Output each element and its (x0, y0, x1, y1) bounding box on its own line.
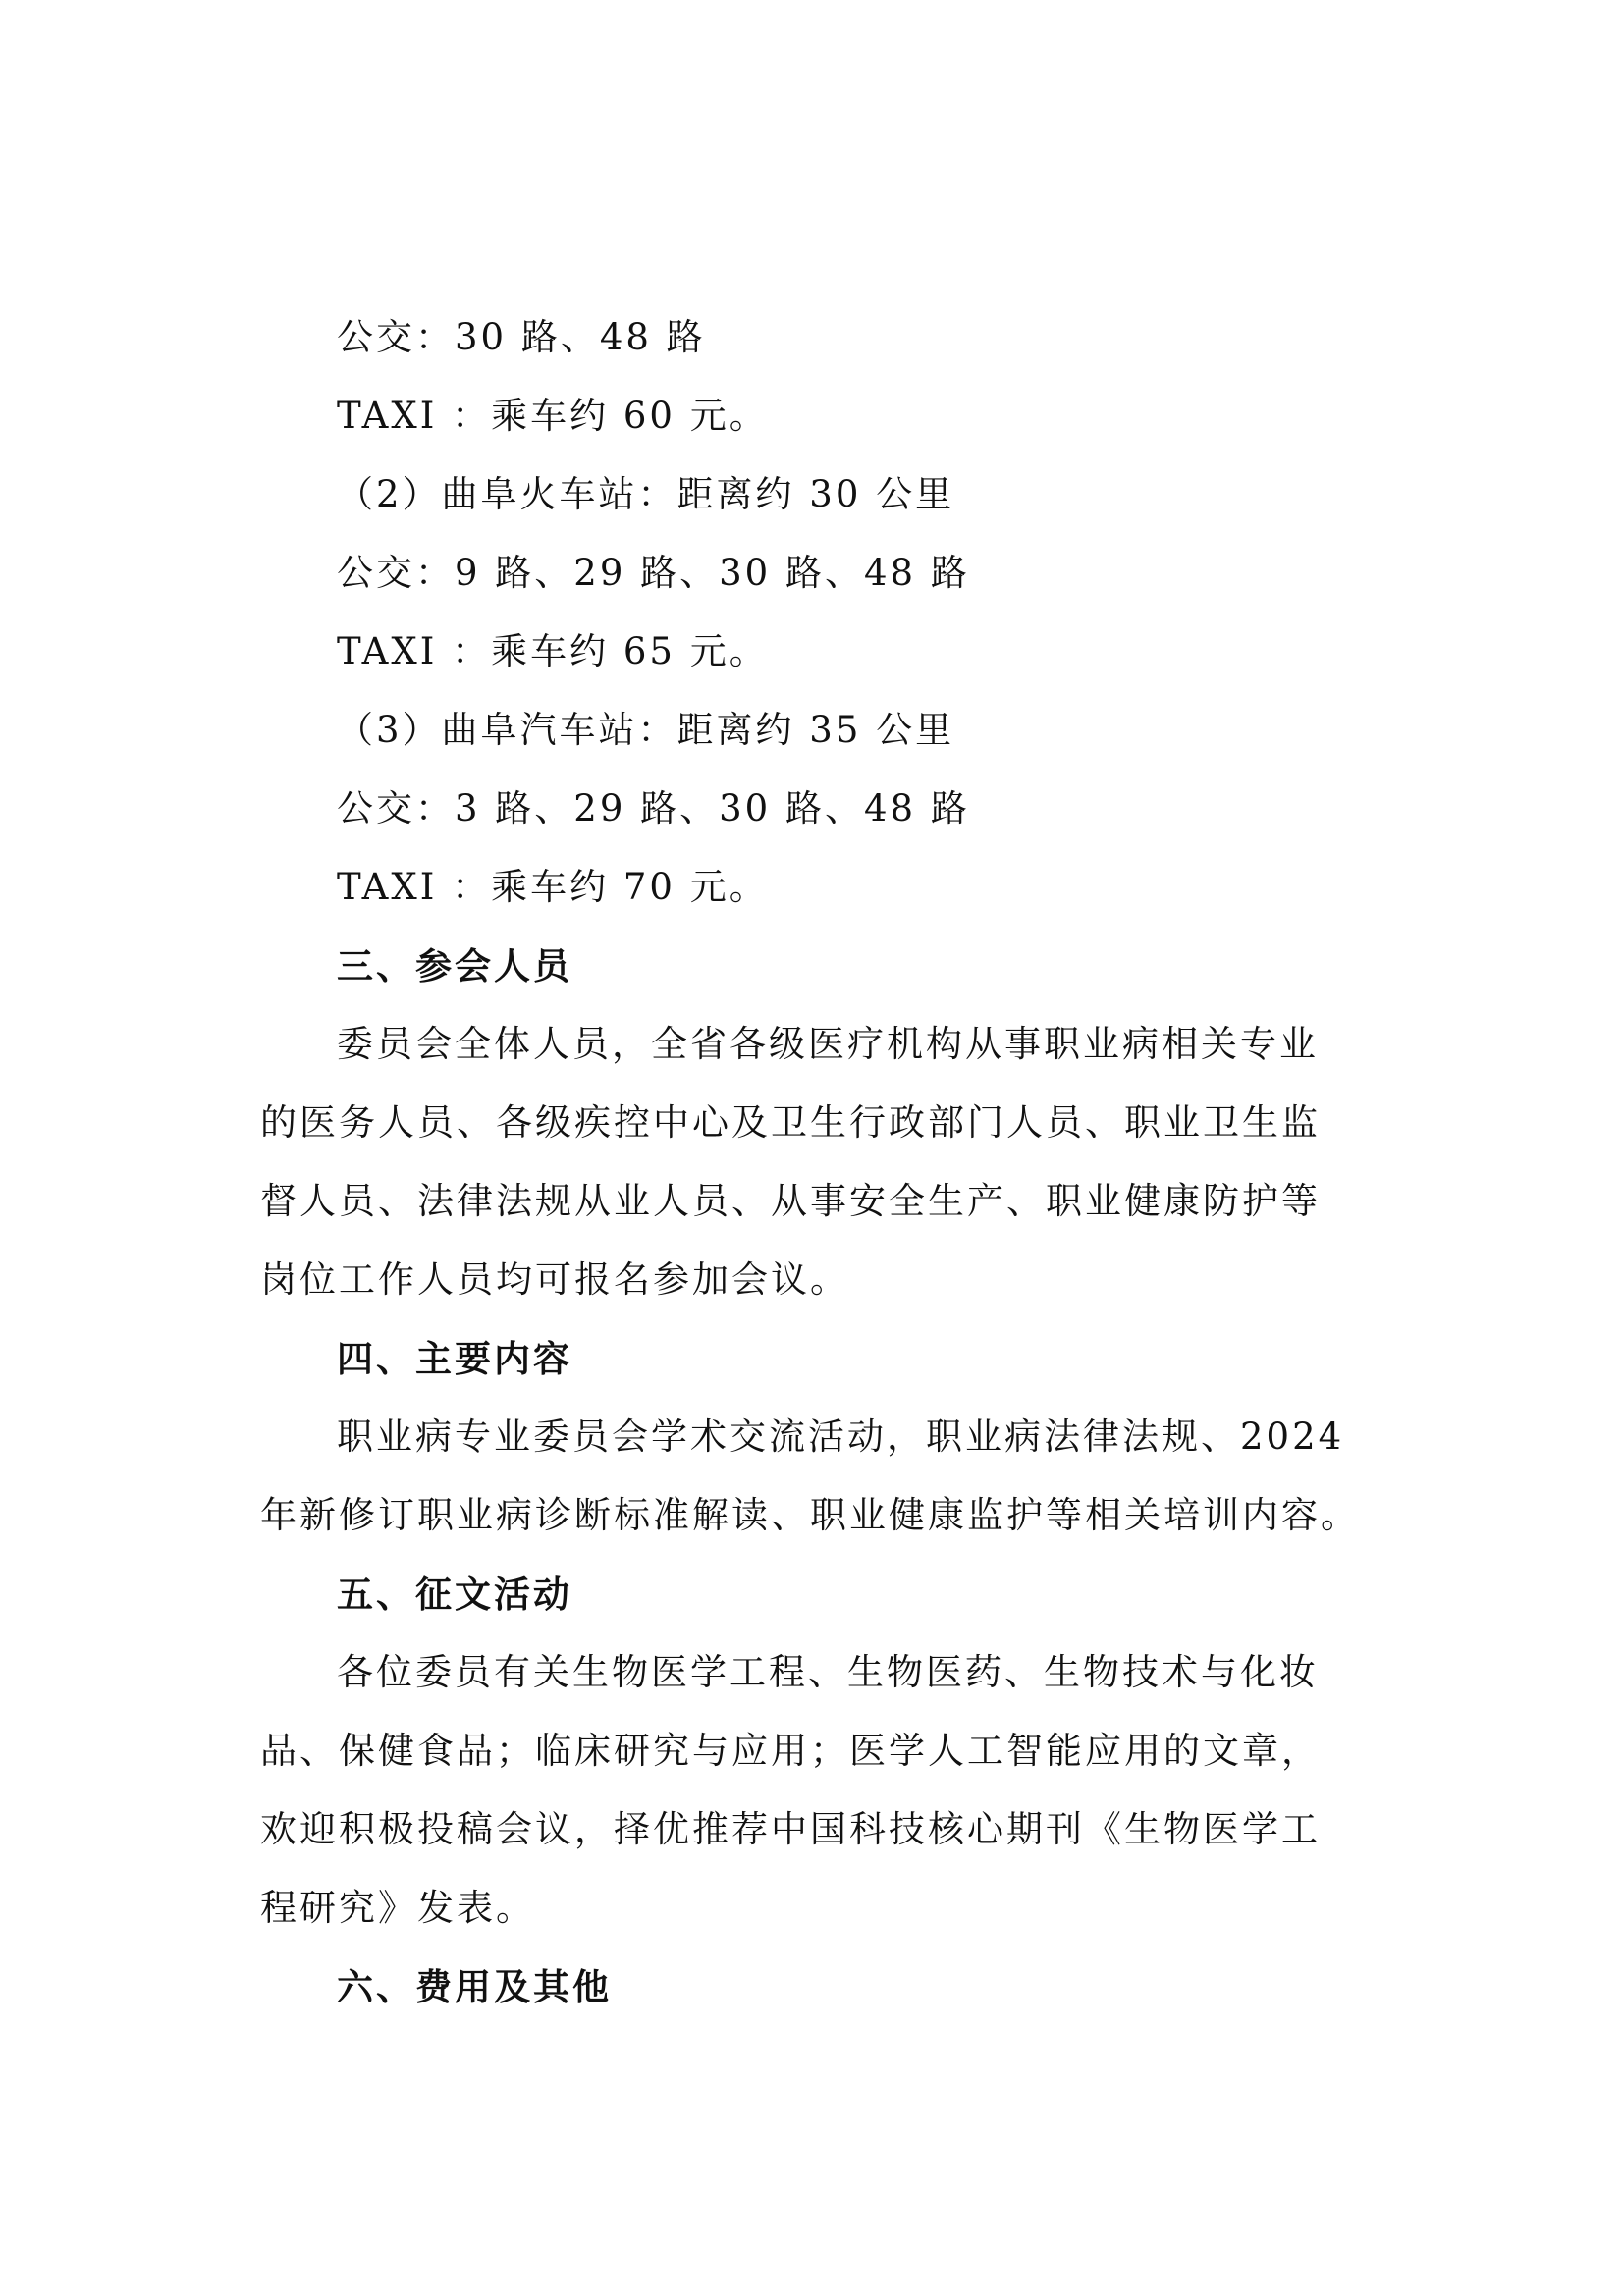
bus-station-bus-line: 公交：3 路、29 路、30 路、48 路 (337, 787, 970, 829)
train-taxi-line: TAXI ：乘车约 65 元。 (337, 630, 769, 672)
section4-heading: 四、主要内容 (337, 1337, 572, 1380)
section4-line-2: 年新修订职业病诊断标准解读、职业健康监护等相关培训内容。 (260, 1494, 1360, 1536)
section3-heading: 三、参会人员 (337, 944, 572, 988)
section3-line-3: 督人员、法律法规从业人员、从事安全生产、职业健康防护等 (260, 1180, 1321, 1222)
section5-heading: 五、征文活动 (337, 1573, 572, 1616)
section3-line-4: 岗位工作人员均可报名参加会议。 (260, 1258, 849, 1301)
section5-line-4: 程研究》发表。 (260, 1887, 535, 1929)
section3-line-2: 的医务人员、各级疾控中心及卫生行政部门人员、职业卫生监 (260, 1101, 1321, 1144)
section5-line-2: 品、保健食品；临床研究与应用；医学人工智能应用的文章， (260, 1730, 1321, 1772)
bus-station-taxi-line: TAXI ：乘车约 70 元。 (337, 866, 769, 908)
section4-line-1: 职业病专业委员会学术交流活动，职业病法律法规、2024 (337, 1415, 1345, 1458)
section5-line-1: 各位委员有关生物医学工程、生物医药、生物技术与化妆 (337, 1651, 1319, 1693)
bus-station-line: （3）曲阜汽车站：距离约 35 公里 (337, 709, 955, 751)
section3-line-1: 委员会全体人员，全省各级医疗机构从事职业病相关专业 (337, 1023, 1319, 1065)
train-station-line: （2）曲阜火车站：距离约 30 公里 (337, 473, 955, 515)
section5-line-3: 欢迎积极投稿会议，择优推荐中国科技核心期刊《生物医学工 (260, 1808, 1321, 1850)
airport-taxi-line: TAXI ：乘车约 60 元。 (337, 395, 769, 437)
train-bus-line: 公交：9 路、29 路、30 路、48 路 (337, 552, 970, 594)
section6-heading: 六、费用及其他 (337, 1965, 612, 2008)
airport-bus-line: 公交：30 路、48 路 (337, 316, 706, 358)
